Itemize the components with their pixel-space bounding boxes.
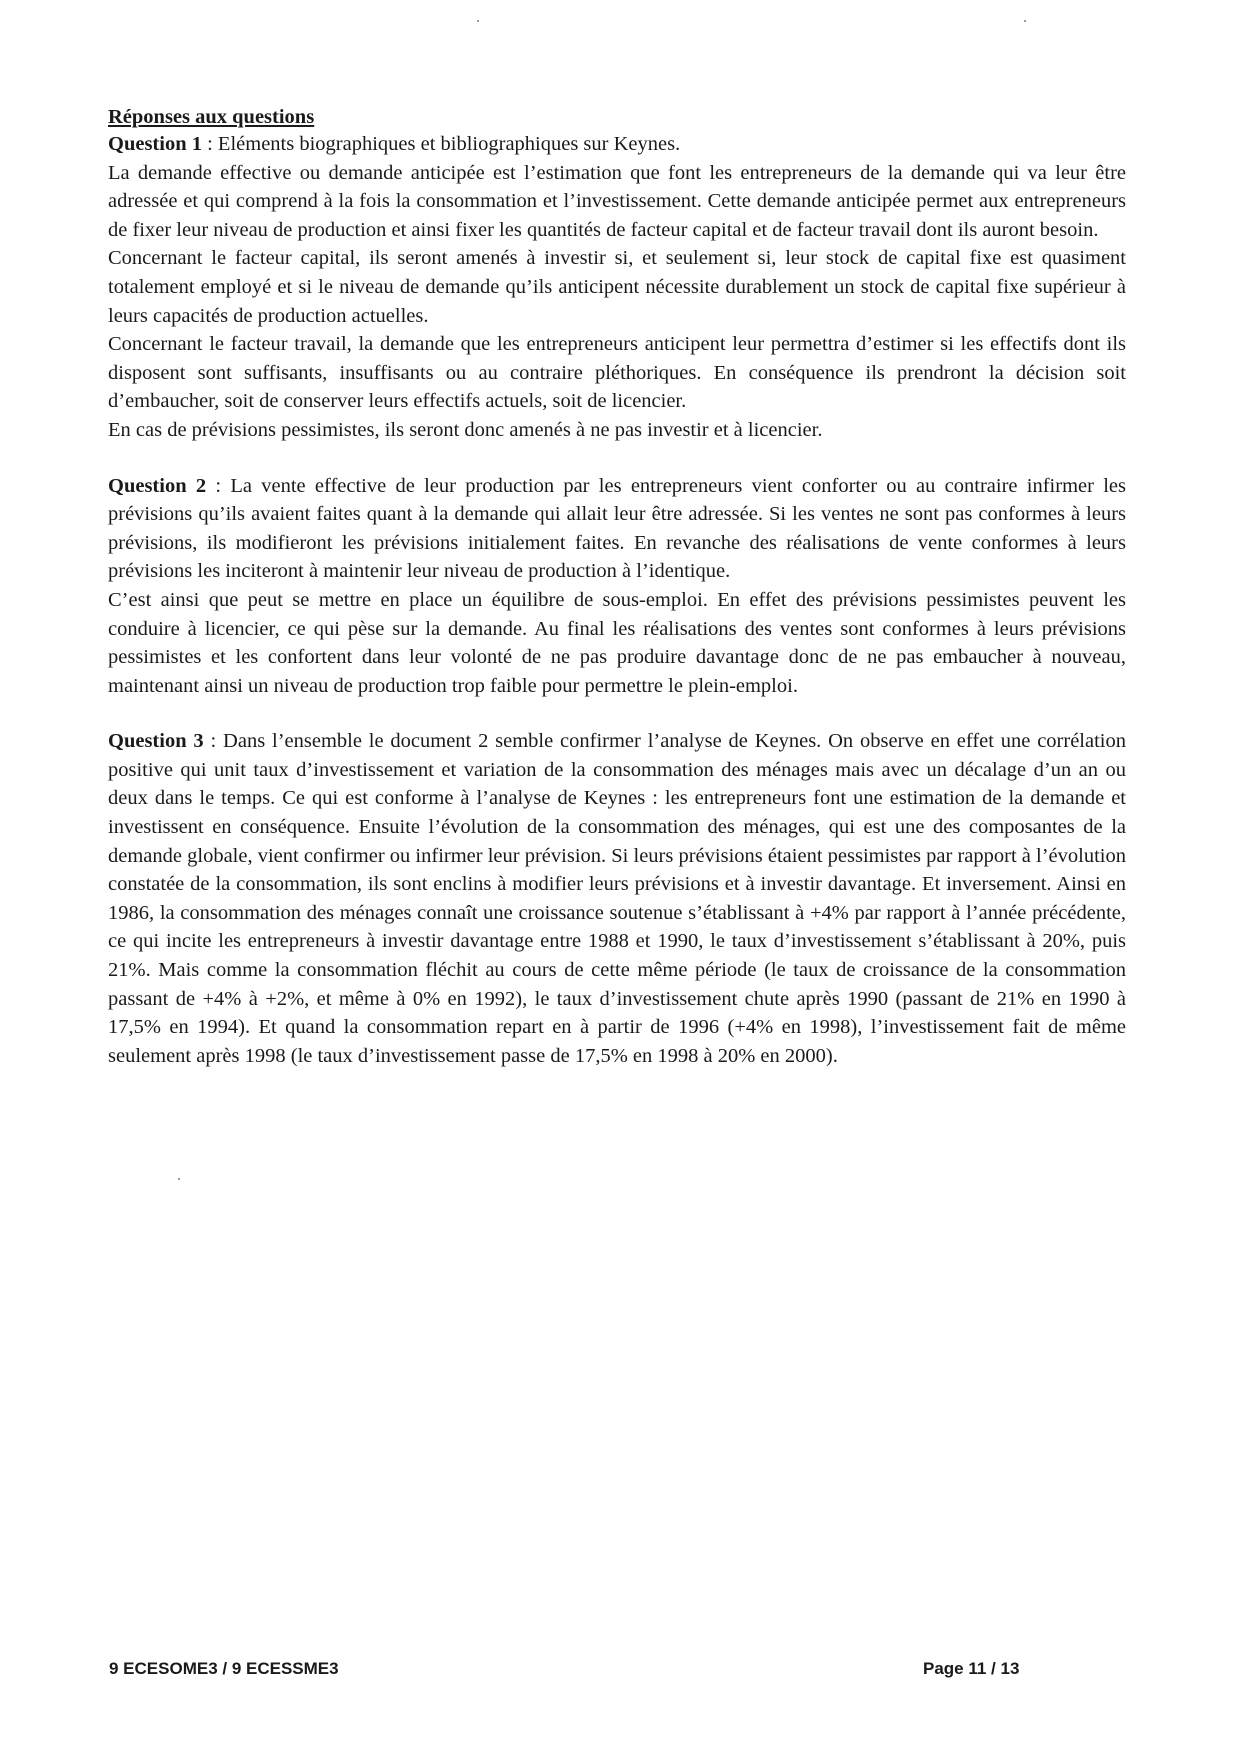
question-2-paragraph: C’est ainsi que peut se mettre en place un équilibre de sous-emploi. En effet des prévisions pessimistes peuvent les conduire à licencier, ce qui pèse sur la demande. Au final les réalisations des ventes sont conformes à leurs prévisions pessimistes et les confortent dans leur volonté de ne pas produire davantage donc de ne pas embaucher à nouveau, maintenant ainsi un niveau de production trop faible pour permettre le plein-emploi. bbox=[108, 588, 1126, 697]
question-1-paragraph: La demande effective ou demande anticipée est l’estimation que font les entrepreneurs de la demande qui va leur être adressée et qui comprend à la fois la consommation et l’investissement. Cette demande anticipée permet aux entrepreneurs de fixer leur niveau de production et ainsi fixer les quantités de facteur capital et de facteur travail dont ils auront besoin. bbox=[108, 161, 1126, 241]
question-2-text: : La vente effective de leur production par les entrepreneurs vient conforter ou au contraire infirmer les prévisions qu’ils avaient faites quant à la demande qui allait leur être adressée. Si les ventes ne sont pas conformes à leurs prévisions, ils modifieront les prévisions initialement faites. En revanche des réalisations de vente conformes à leurs prévisions les inciteront à maintenir leur niveau de production à l’identique. bbox=[108, 474, 1126, 583]
question-1-title bbox=[108, 130, 1126, 159]
scan-speck bbox=[477, 20, 479, 22]
question-2-section bbox=[108, 472, 1126, 701]
question-3-label: Question 3 bbox=[108, 730, 204, 753]
question-3-text: : Dans l’ensemble le document 2 semble confirmer l’analyse de Keynes. On observe en effet une corrélation positive qui unit taux d’investissement et variation de la consommation des ménages mais avec un décalage d’un an ou deux dans le temps. Ce qui est conforme à l’analyse de Keynes : les entrepreneurs font une estimation de la demande et investissent en conséquence. Ensuite l’évolution de la consommation des ménages, qui est une des composantes de la demande globale, vient confirmer ou infirmer leur prévision. Si leurs prévisions étaient pessimistes par rapport à l’évolution constatée de la consommation, ils sont enclins à modifier leurs prévisions et à investir davantage. Et inversement. Ainsi en 1986, la consommation des ménages connaît une croissance soutenue s’établissant à +4% par rapport à l’année précédente, ce qui incite les entrepreneurs à investir davantage entre 1988 et 1990, le taux d’investissement s’établissant à 20%, puis 21%. Mais comme la consommation fléchit au cours de cette même période (le taux de croissance de la consommation passant de +4% à +2%, et même à 0% en 1992), le taux d’investissement chute après 1990 (passant de 21% en 1990 à 17,5% en 1994). Et quand la consommation repart en à partir de 1996 (+4% en 1998), l’investissement fait de même seulement après 1998 (le taux d’investissement passe de 17,5% en 1998 à 20% en 2000). bbox=[108, 730, 1126, 1067]
question-1-paragraph: En cas de prévisions pessimistes, ils seront donc amenés à ne pas investir et à licencier. bbox=[108, 418, 823, 441]
answer-sheet bbox=[108, 104, 1126, 1070]
section-gap bbox=[108, 700, 1126, 727]
question-3-section bbox=[108, 727, 1126, 1070]
question-1-title-text: : Eléments biographiques et bibliographiques sur Keynes. bbox=[201, 133, 681, 155]
page-heading: Réponses aux questions bbox=[108, 106, 315, 128]
question-2-paragraph bbox=[108, 472, 1126, 586]
question-1-section bbox=[108, 130, 1126, 445]
footer-exam-code: 9 ECESOME3 / 9 ECESSME3 bbox=[109, 1659, 339, 1678]
question-1-label: Question 1 bbox=[108, 133, 202, 155]
footer-page-number: Page 11 / 13 bbox=[923, 1659, 1020, 1678]
scan-speck bbox=[1024, 20, 1026, 22]
question-1-paragraph: Concernant le facteur travail, la demande que les entrepreneurs anticipent leur permettra d’estimer si les effectifs dont ils disposent sont suffisants, insuffisants ou au contraire pléthoriques. En conséquence ils prendront la décision soit d’embaucher, soit de conserver leurs effectifs actuels, soit de licencier. bbox=[108, 333, 1126, 413]
question-3-paragraph bbox=[108, 727, 1126, 1070]
question-1-paragraph: Concernant le facteur capital, ils seront amenés à investir si, et seulement si, leur stock de capital fixe est quasiment totalement employé et si le niveau de demande qu’ils anticipent nécessite durablement un stock de capital fixe supérieur à leurs capacités de production actuelles. bbox=[108, 247, 1126, 327]
question-2-label: Question 2 bbox=[108, 474, 207, 497]
scan-speck bbox=[178, 1178, 180, 1180]
section-gap bbox=[108, 445, 1126, 472]
